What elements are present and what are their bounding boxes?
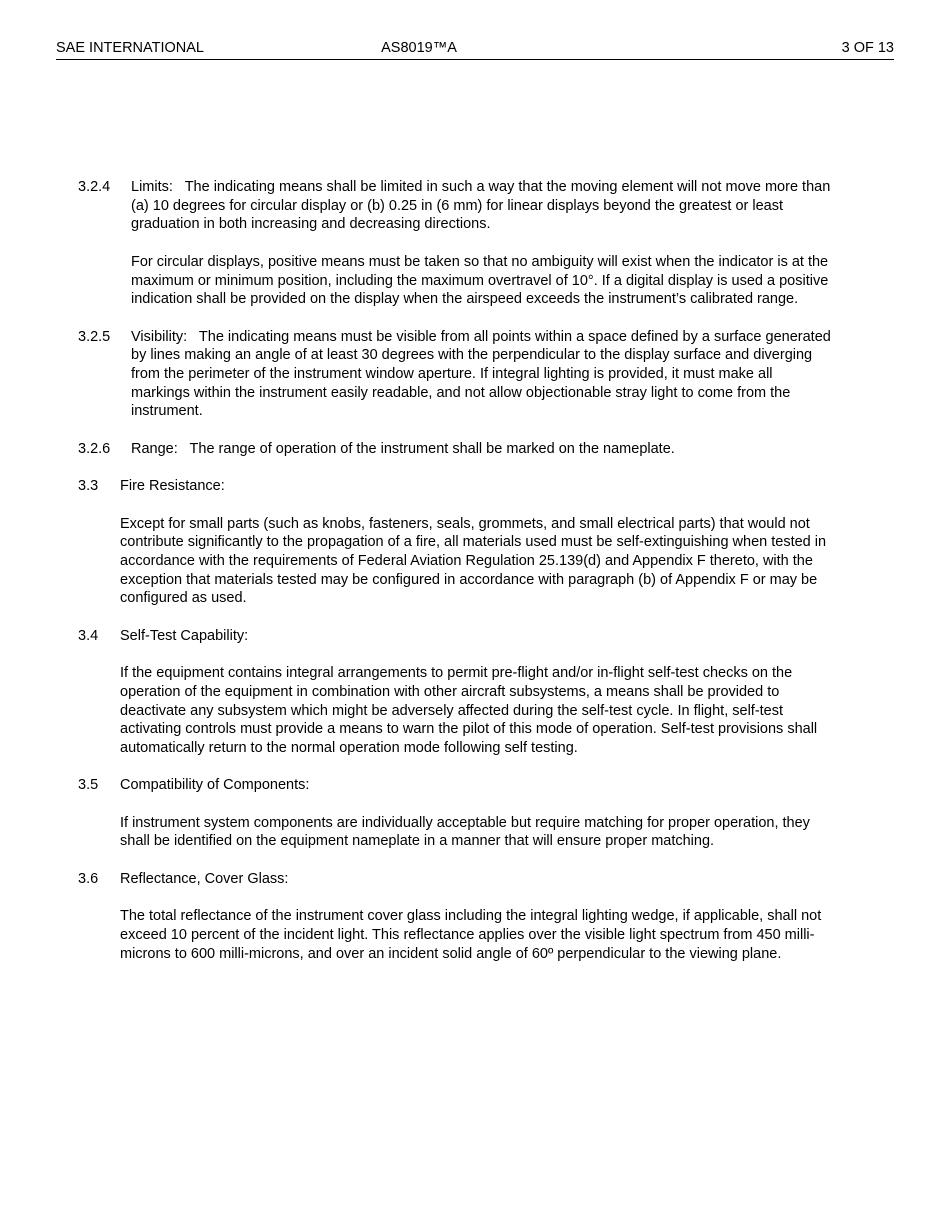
document-body — [78, 178, 838, 963]
header-document-number: AS8019™A — [381, 40, 457, 56]
section-paragraph: For circular displays, positive means must be taken so that no ambiguity will exist when the indicator is at the maximum or minimum position, including the maximum overtravel of 10°. If a digital display is used a positive indication shall be provided on the display when the airspeed exceeds the instrument’s calibrated range. — [131, 253, 829, 308]
section-label: Range: — [131, 440, 178, 457]
section-3-2-6 — [78, 440, 838, 459]
section-title: Self-Test Capability: — [120, 627, 249, 644]
page-header — [56, 37, 894, 60]
section-number: 3.2.6 — [78, 440, 111, 457]
section-3-4 — [78, 627, 838, 758]
section-label: Limits: — [131, 179, 173, 195]
header-page-number: 3 OF 13 — [841, 40, 894, 56]
section-number: 3.3 — [78, 478, 99, 495]
section-3-2-4 — [78, 178, 838, 309]
section-3-3 — [78, 477, 838, 608]
section-text: The indicating means shall be limited in such a way that the moving element will not move more than (a) 10 degrees for circular display or (b) 0.25 in (6 mm) for linear displays beyond the greatest or least graduation in both increasing and decreasing directions. — [131, 179, 831, 233]
section-number: 3.2.5 — [78, 328, 111, 345]
section-number: 3.4 — [78, 627, 99, 644]
section-label: Visibility: — [131, 328, 188, 345]
section-number: 3.5 — [78, 777, 99, 794]
section-paragraph: If the equipment contains integral arrangements to permit pre-flight and/or in-flight self-test checks on the operation of the equipment in combination with other aircraft subsystems, a means shall be provided to deactivate any subsystem which might be adversely affected during the self-test cycle. In flight, self-test activating controls must provide a means to warn the pilot of this mode of operation. Self-test provisions shall automatically return to the normal operation mode following self testing. — [120, 665, 818, 756]
section-title: Compatibility of Components: — [120, 777, 310, 794]
section-text: The indicating means must be visible from all points within a space defined by a surface generated by lines making an angle of at least 30 degrees with the perpendicular to the display surface and diverging from the perimeter of the instrument window aperture. If integral lighting is provided, it must make all markings within the instrument easily readable, and not allow objectionable stray light to come from the instrument. — [131, 328, 831, 420]
section-number: 3.2.4 — [78, 179, 111, 195]
section-3-6 — [78, 870, 838, 964]
section-3-2-5 — [78, 328, 838, 422]
section-3-5 — [78, 776, 838, 851]
section-paragraph: If instrument system components are individually acceptable but require matching for proper operation, they shall be identified on the equipment nameplate in a manner that will ensure proper matching. — [120, 814, 810, 850]
section-number: 3.6 — [78, 870, 99, 887]
section-paragraph: Except for small parts (such as knobs, fasteners, seals, grommets, and small electrical parts) that would not contribute significantly to the propagation of a fire, all materials used must be self-extinguishing when tested in accordance with the requirements of Federal Aviation Regulation 25.139(d) and Appendix F thereto, with the exception that materials tested may be configured in accordance with paragraph (b) of Appendix F or may be configured as used. — [120, 515, 827, 607]
section-title: Fire Resistance: — [120, 478, 225, 495]
section-paragraph: The total reflectance of the instrument cover glass including the integral lighting wedge, if applicable, shall not exceed 10 percent of the incident light. This reflectance applies over the visible light spectrum from 450 milli-microns to 600 milli-microns, and over an incident solid angle of 60º perpendicular to the viewing plane. — [120, 908, 822, 962]
section-text: The range of operation of the instrument shall be marked on the nameplate. — [189, 440, 675, 457]
header-organization: SAE INTERNATIONAL — [56, 40, 204, 56]
section-title: Reflectance, Cover Glass: — [120, 870, 289, 887]
